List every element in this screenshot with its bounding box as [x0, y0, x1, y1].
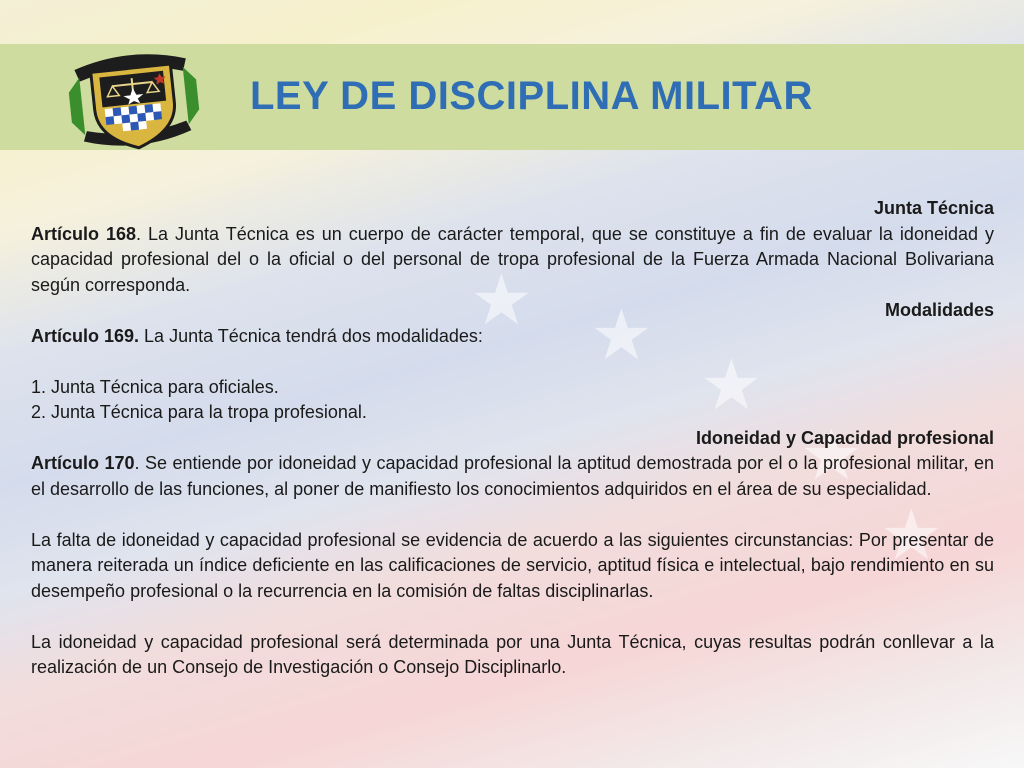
paragraph: La idoneidad y capacidad profesional será determinada por una Junta Técnica, cuyas resultas podrán conllevar a la realización de un Consejo de Investigación o Consejo Disciplinarlo. — [31, 631, 994, 677]
article-text: La Junta Técnica tendrá dos modalidades: — [139, 325, 483, 346]
star-icon: ★ — [880, 496, 943, 574]
page-title: LEY DE DISCIPLINA MILITAR — [250, 74, 813, 118]
spacer — [31, 604, 994, 630]
section-heading: Modalidades — [884, 300, 994, 320]
star-icon: ★ — [590, 296, 653, 374]
article-label: Artículo 169. — [31, 325, 140, 346]
list-item: 1. Junta Técnica para oficiales. — [31, 376, 279, 397]
article-content — [31, 196, 994, 681]
section-heading: Idoneidad y Capacidad profesional — [695, 427, 994, 448]
article-label: Artículo 168 — [31, 223, 137, 244]
star-icon: ★ — [800, 416, 863, 494]
star-icon: ★ — [470, 261, 533, 339]
star-icon: ★ — [700, 346, 763, 424]
article-text: . Se entiende por idoneidad y capacidad profesional la aptitud demostrada por el o la profesional militar, en el desarrollo de las funciones, al poner de manifiesto los conocimientos adquiridos en el área de su especialidad. — [31, 453, 995, 499]
article-169 — [31, 324, 994, 350]
article-text: . La Junta Técnica es un cuerpo de carácter temporal, que se constituye a fin de evaluar la idoneidad y capacidad profesional del o la oficial o del personal de tropa profesional de la Fuerza Armada Nacional Bolivariana según corresponda. — [31, 223, 994, 295]
list-item: 2. Junta Técnica para la tropa profesional. — [31, 402, 367, 422]
spacer — [31, 349, 994, 375]
section-heading: Junta Técnica — [873, 198, 994, 218]
article-170 — [31, 451, 994, 502]
spacer — [31, 502, 994, 528]
paragraph: La falta de idoneidad y capacidad profesional se evidencia de acuerdo a las siguientes circunstancias: Por presentar de manera reiterada un índice deficiente en las calificaciones de servicio, aptitud física e intelectual, bajo rendimiento en su desempeño profesional o la recurrencia en la comisión de faltas disciplinarlas. — [31, 529, 994, 601]
article-168 — [31, 222, 994, 299]
scales-of-justice-shield-icon — [64, 46, 204, 156]
article-label: Artículo 170 — [31, 453, 135, 473]
